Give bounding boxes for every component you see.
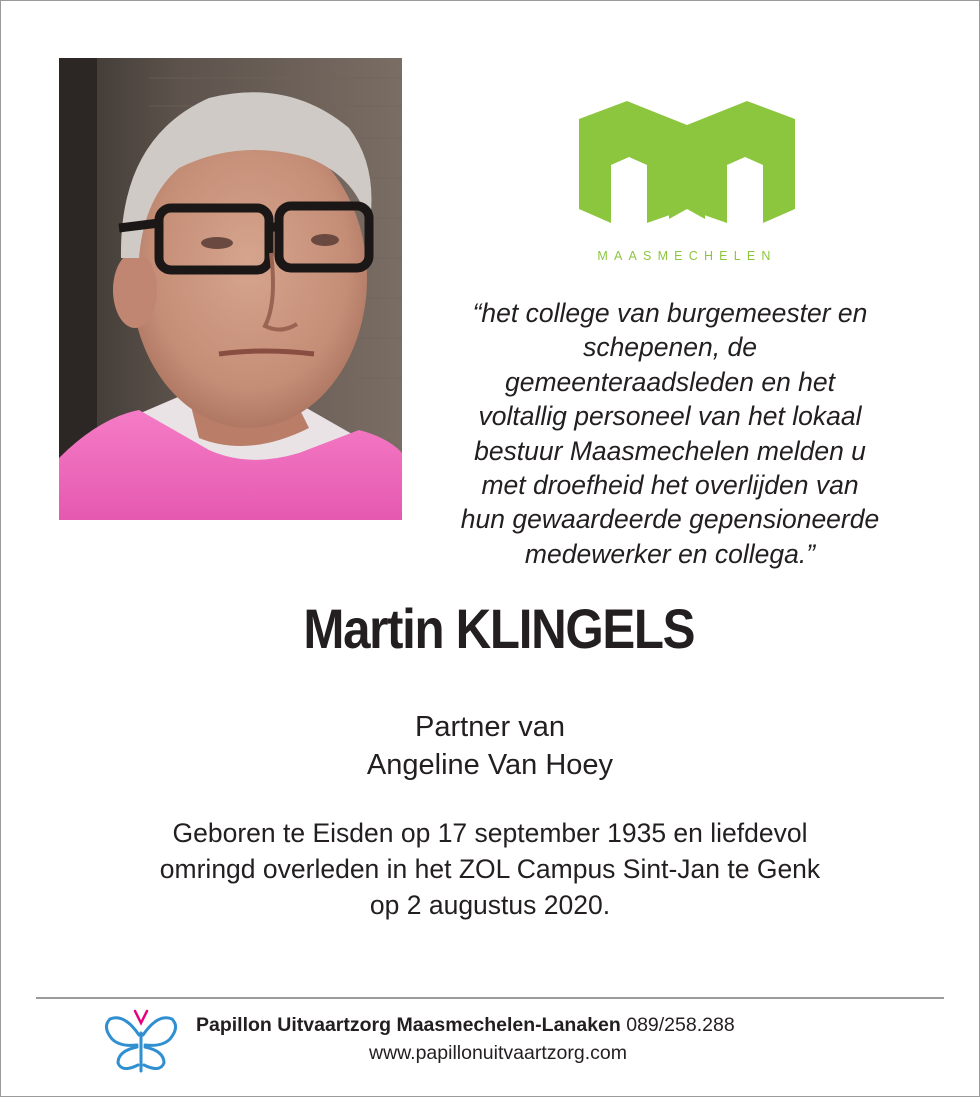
quote-line: “het college van burgemeester en bbox=[472, 298, 868, 328]
quote-line: met droefheid het overlijden van bbox=[481, 470, 859, 501]
partner-name: Angeline Van Hoey bbox=[366, 749, 614, 781]
butterfly-icon bbox=[104, 1005, 178, 1077]
portrait-photo bbox=[59, 58, 402, 520]
funeral-home-name: Papillon Uitvaartzorg Maasmechelen-Lanaken bbox=[196, 1014, 621, 1036]
quote-line: medewerker en collega.” bbox=[524, 538, 816, 569]
quote-line: hun gewaardeerde gepensioneerde bbox=[460, 504, 880, 535]
details-line: Geboren te Eisden op 17 september 1935 en liefdevol bbox=[172, 818, 808, 848]
deceased-name: Martin KLINGELS bbox=[303, 597, 695, 660]
funeral-home-website[interactable]: www.papillonuitvaartzorg.com bbox=[369, 1042, 627, 1064]
quote-line: schepenen, de bbox=[583, 332, 757, 363]
condolence-quote bbox=[420, 296, 920, 571]
maasmechelen-mm-logo bbox=[577, 99, 797, 269]
quote-line: gemeenteraadsleden en het bbox=[504, 366, 836, 397]
funeral-home-line bbox=[196, 1014, 735, 1037]
partner-block bbox=[0, 708, 980, 784]
details-line: op 2 augustus 2020. bbox=[369, 890, 611, 920]
partner-label: Partner van bbox=[415, 711, 565, 743]
quote-line: bestuur Maasmechelen melden u bbox=[474, 435, 866, 466]
funeral-home-phone: 089/258.288 bbox=[626, 1014, 735, 1036]
footer-divider bbox=[36, 997, 944, 999]
life-details bbox=[0, 815, 980, 923]
quote-line: voltallig personeel van het lokaal bbox=[478, 401, 862, 432]
maasmechelen-wordmark: MAASMECHELEN bbox=[597, 249, 777, 263]
details-line: omringd overleden in het ZOL Campus Sint-Jan te Genk bbox=[159, 854, 821, 884]
